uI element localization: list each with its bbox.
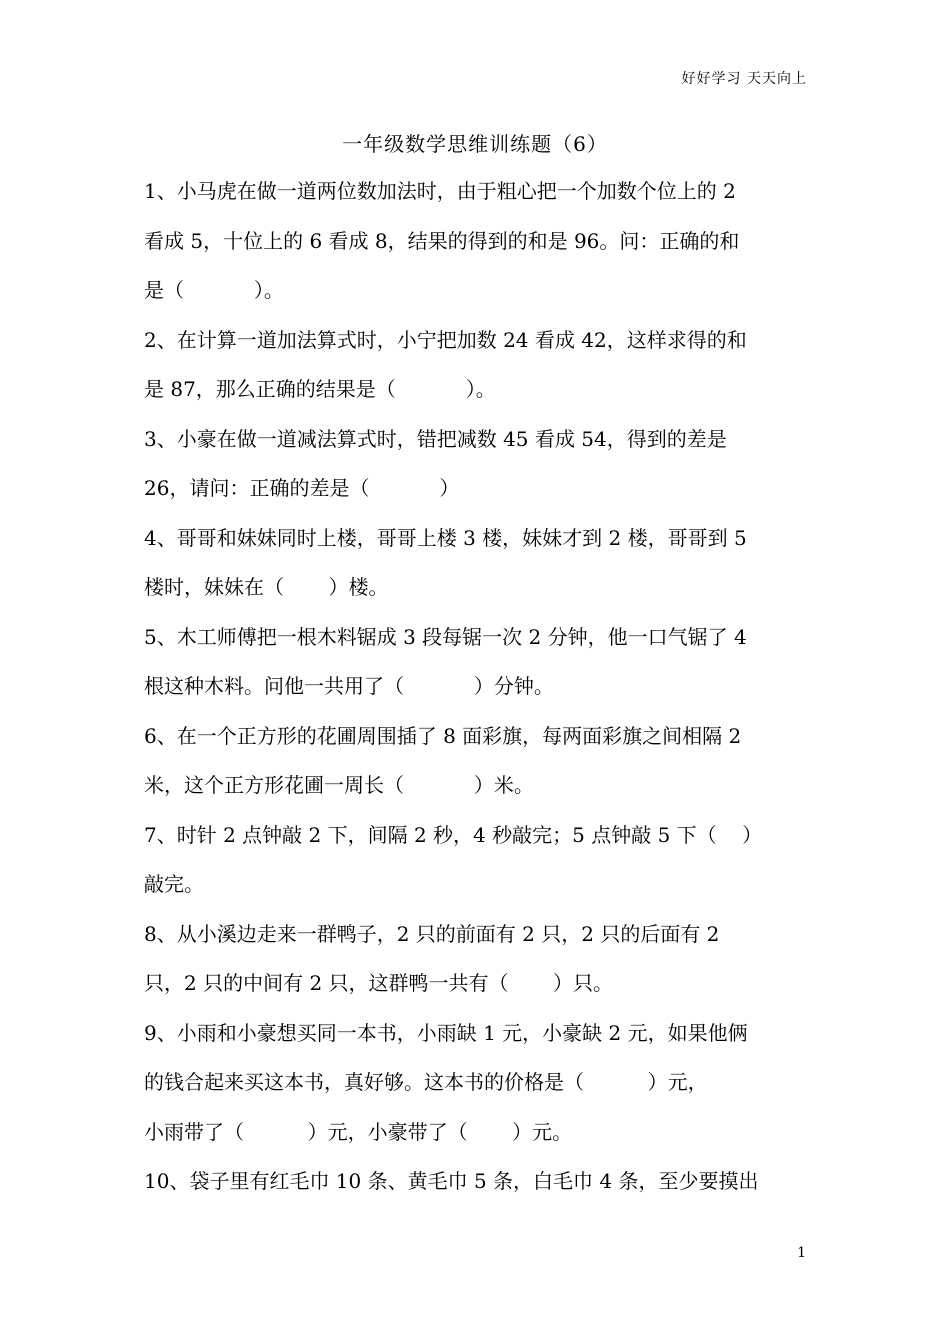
question-line: 4、哥哥和妹妹同时上楼，哥哥上楼 3 楼，妹妹才到 2 楼，哥哥到 5 bbox=[144, 525, 747, 550]
question-line: 5、木工师傅把一根木料锯成 3 段每锯一次 2 分钟，他一口气锯了 4 bbox=[144, 624, 747, 649]
question-line: 是 87，那么正确的结果是（ ）。 bbox=[144, 377, 496, 401]
question-line: 敲完。 bbox=[144, 872, 204, 896]
worksheet-title: 一年级数学思维训练题（6） bbox=[342, 132, 608, 156]
question-line: 米，这个正方形花圃一周长（ ）米。 bbox=[144, 773, 534, 797]
question-line: 看成 5，十位上的 6 看成 8，结果的得到的和是 96。问：正确的和 bbox=[144, 228, 740, 253]
question-line: 1、小马虎在做一道两位数加法时，由于粗心把一个加数个位上的 2 bbox=[144, 179, 736, 203]
question-line: 10、袋子里有红毛巾 10 条、黄毛巾 5 条，白毛巾 4 条，至少要摸出 bbox=[144, 1169, 759, 1193]
question-line: 3、小豪在做一道减法算式时，错把减数 45 看成 54，得到的差是 bbox=[144, 426, 727, 451]
question-line: 7、时针 2 点钟敲 2 下，间隔 2 秒，4 秒敲完；5 点钟敲 5 下（ ） bbox=[144, 822, 763, 847]
question-line: 8、从小溪边走来一群鸭子，2 只的前面有 2 只，2 只的后面有 2 bbox=[144, 921, 720, 946]
page-number: 1 bbox=[797, 1245, 806, 1261]
question-line: 楼时，妹妹在（ ）楼。 bbox=[144, 575, 389, 599]
question-line: 根这种木料。问他一共用了（ ）分钟。 bbox=[144, 674, 554, 698]
question-line: 是（ ）。 bbox=[144, 278, 284, 302]
question-line: 小雨带了（ ）元，小豪带了（ ）元。 bbox=[144, 1119, 573, 1144]
question-line: 9、小雨和小豪想买同一本书，小雨缺 1 元，小豪缺 2 元，如果他俩 bbox=[144, 1020, 748, 1045]
page-header: 好好学习 天天向上 bbox=[681, 71, 807, 87]
question-body bbox=[144, 167, 808, 1207]
question-line: 26，请问：正确的差是（ ） bbox=[144, 476, 460, 500]
question-line: 只，2 只的中间有 2 只，这群鸭一共有（ ）只。 bbox=[144, 971, 614, 995]
question-line: 6、在一个正方形的花圃周围插了 8 面彩旗，每两面彩旗之间相隔 2 bbox=[144, 723, 742, 748]
question-line: 的钱合起来买这本书，真好够。这本书的价格是（ ）元， bbox=[144, 1070, 708, 1094]
question-line: 2、在计算一道加法算式时，小宁把加数 24 看成 42，这样求得的和 bbox=[144, 327, 747, 352]
